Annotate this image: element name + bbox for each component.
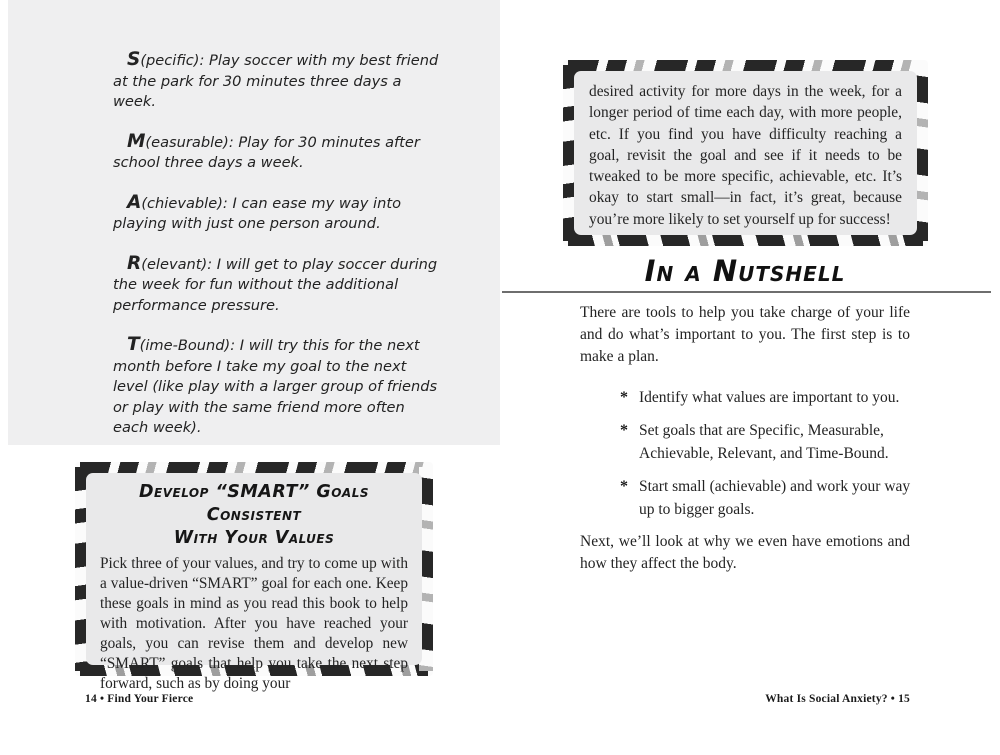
smart-item-relevant <box>113 254 443 317</box>
bullet-item <box>620 475 912 521</box>
bullet-item <box>620 419 912 465</box>
asterisk-bullet-icon: * <box>620 478 628 495</box>
continuation-text: desired activity for more days in the week, for a longer period of time each day, with more people, etc. If you find you have difficulty reaching a goal, revisit the goal and see if it needs to be tweaked to be more specific, achievable, etc. It’s okay to start small—in fact, it’s great, because you’re more likely to set yourself up for success! <box>589 83 902 228</box>
smart-item-text: (easurable): Play for 30 minutes after school three days a week. <box>113 133 420 171</box>
smart-goals-example-text <box>113 50 443 458</box>
smart-item-text: (elevant): I will get to play soccer during the week for fun without the additional performance pressure. <box>113 255 438 314</box>
smart-callout-box <box>75 462 433 692</box>
smart-item-text: (pecific): Play soccer with my best friend at the park for 30 minutes three days a week. <box>113 52 439 110</box>
smart-letter-r: R <box>127 252 142 274</box>
smart-item-text: (ime-Bound): I will try this for the next month before I take my goal to the next level (like play with a larger group of friends or play with the same friend more often each week). <box>113 337 438 436</box>
smart-letter-a: A <box>127 191 142 213</box>
section-divider <box>502 291 991 293</box>
smart-item-achievable <box>113 193 443 235</box>
closing-paragraph: Next, we’ll look at why we even have emotions and how they affect the body. <box>580 533 910 572</box>
section-heading-nutshell: In a Nutshell <box>644 254 846 288</box>
callout-title-line1: Develop “SMART” Goals Consistent <box>139 482 369 525</box>
smart-letter-t: T <box>127 334 140 355</box>
right-page-footer: What Is Social Anxiety? • 15 <box>765 693 910 705</box>
smart-item-timebound <box>113 335 443 439</box>
asterisk-bullet-icon: * <box>620 389 628 406</box>
callout-title-line2: With Your Values <box>173 528 335 548</box>
bullet-item <box>620 386 912 409</box>
continuation-box <box>563 60 928 246</box>
smart-item-text: (chievable): I can ease my way into playing with just one person around. <box>113 194 401 232</box>
smart-item-measurable <box>113 132 443 174</box>
callout-body: Pick three of your values, and try to come up with a value-driven “SMART” goal for each one. Keep these goals in mind as you read this book to help with motivation. After you have reached your goals, you can revise them and develop new “SMART” goals that help you take the next step forward, such as by doing your <box>100 555 408 692</box>
callout-title <box>96 481 412 550</box>
bullet-text: Set goals that are Specific, Measurable, Achievable, Relevant, and Time-Bound. <box>639 422 889 462</box>
nutshell-intro: There are tools to help you take charge of your life and do what’s important to you. The first step is to make a plan. <box>580 304 910 365</box>
left-page-footer: 14 • Find Your Fierce <box>85 693 194 705</box>
asterisk-bullet-icon: * <box>620 422 628 439</box>
smart-callout-panel <box>86 473 422 692</box>
nutshell-bullet-list <box>620 386 912 531</box>
smart-item-specific <box>113 50 443 113</box>
continuation-panel <box>574 71 917 235</box>
smart-letter-s: S <box>127 49 141 70</box>
smart-goals-example-panel <box>8 0 500 445</box>
bullet-text: Start small (achievable) and work your way up to bigger goals. <box>639 478 911 518</box>
bullet-text: Identify what values are important to you. <box>639 389 900 406</box>
smart-letter-m: M <box>127 130 146 152</box>
